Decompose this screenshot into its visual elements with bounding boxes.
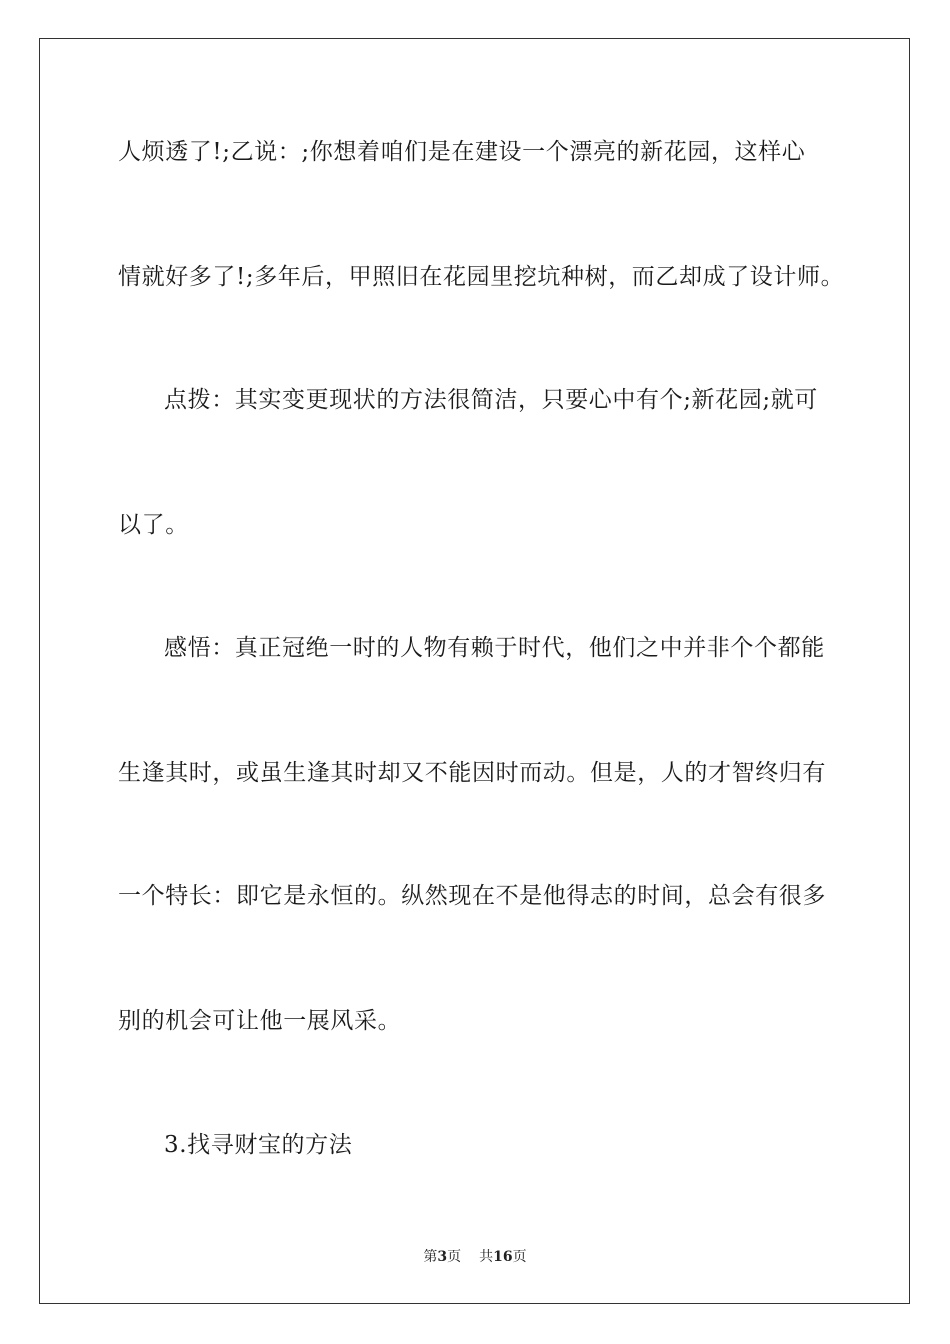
section-heading: 3.找寻财宝的方法: [164, 1132, 353, 1158]
total-suffix: 页: [512, 1249, 527, 1265]
paragraph-line: 以了。: [118, 512, 189, 538]
page-footer: [0, 1248, 950, 1266]
paragraph-line: 情就好多了!;多年后，甲照旧在花园里挖坑种树，而乙却成了设计师。: [118, 264, 845, 290]
paragraph-line: 点拨：其实变更现状的方法很简洁，只要心中有个;新花园;就可: [164, 387, 818, 413]
paragraph-line: 感悟：真正冠绝一时的人物有赖于时代，他们之中并非个个都能: [164, 635, 825, 661]
paragraph-line: 别的机会可让他一展风采。: [118, 1008, 402, 1034]
page-number: 3: [437, 1249, 448, 1265]
total-prefix: 共: [479, 1249, 494, 1265]
page-prefix: 第: [423, 1249, 438, 1265]
page-suffix: 页: [447, 1249, 462, 1265]
paragraph-line: 一个特长：即它是永恒的。纵然现在不是他得志的时间，总会有很多: [118, 883, 826, 909]
paragraph-line: 人烦透了!;乙说：;你想着咱们是在建设一个漂亮的新花园，这样心: [118, 139, 806, 165]
paragraph-line: 生逢其时，或虽生逢其时却又不能因时而动。但是，人的才智终归有: [118, 760, 826, 786]
page-border: [39, 38, 910, 1304]
total-pages: 16: [493, 1249, 513, 1265]
